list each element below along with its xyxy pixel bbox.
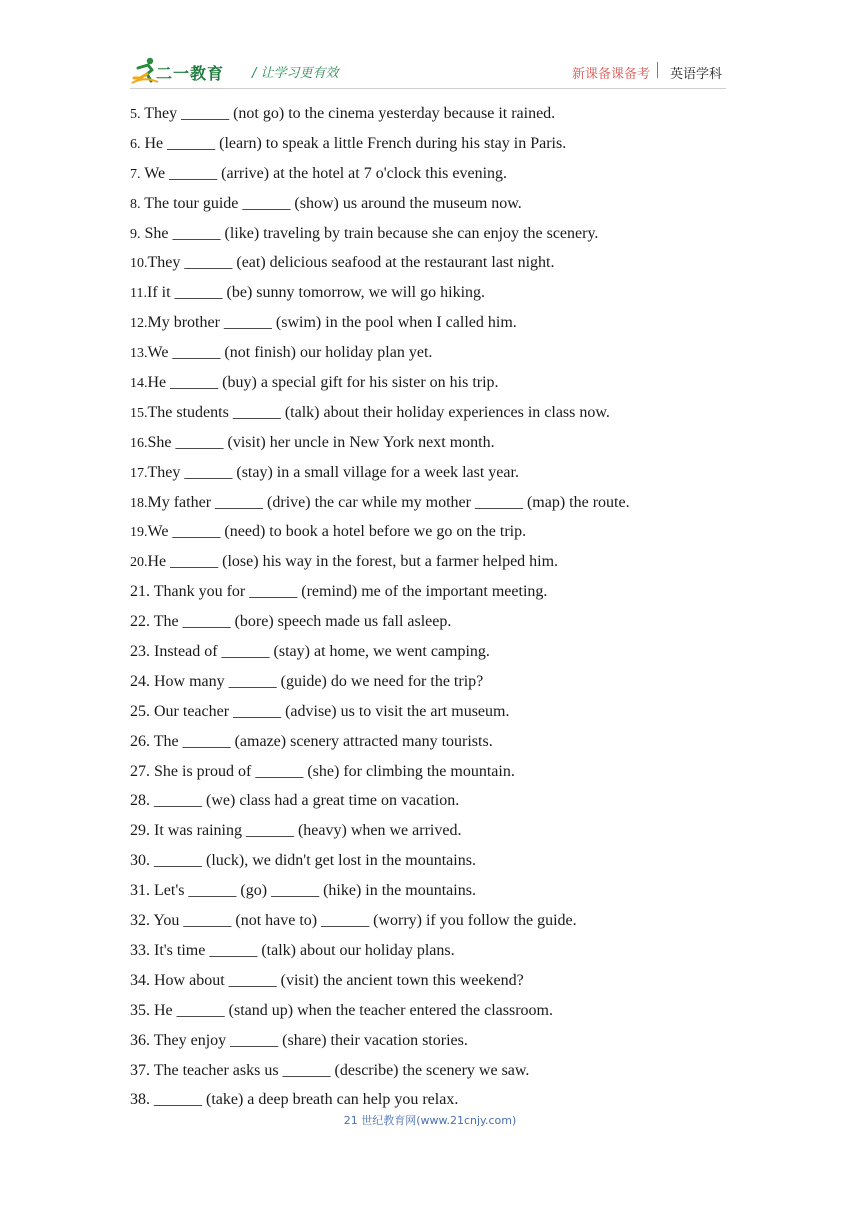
question-text: They enjoy ______ (share) their vacation stories. <box>150 1031 468 1049</box>
question-item <box>130 222 730 252</box>
question-text: We ______ (arrive) at the hotel at 7 o'clock this evening. <box>140 164 508 182</box>
question-text: Thank you for ______ (remind) me of the important meeting. <box>150 583 548 601</box>
question-list <box>130 102 730 1118</box>
question-item <box>130 819 730 849</box>
question-item <box>130 580 730 610</box>
question-text: ______ (luck), we didn't get lost in the mountains. <box>150 852 476 870</box>
slogan: / 让学习更有效 <box>252 66 339 81</box>
question-item <box>130 341 730 371</box>
question-number: 22. <box>130 613 150 631</box>
question-number: 9. <box>130 226 141 242</box>
question-number: 18. <box>130 495 148 511</box>
question-item <box>130 461 730 491</box>
subject-label: 英语学科 <box>669 67 722 82</box>
question-item <box>130 999 730 1029</box>
question-number: 27. <box>130 762 150 780</box>
question-item <box>130 1059 730 1089</box>
question-number: 24. <box>130 672 150 690</box>
question-item <box>130 879 730 909</box>
question-item <box>130 1029 730 1059</box>
question-number: 8. <box>130 196 141 212</box>
question-item <box>130 162 730 192</box>
question-text: It was raining ______ (heavy) when we arrived. <box>150 822 462 840</box>
question-number: 32. <box>130 912 150 930</box>
question-text: He ______ (stand up) when the teacher entered the classroom. <box>150 1001 553 1019</box>
question-text: They ______ (eat) delicious seafood at the restaurant last night. <box>147 254 555 272</box>
question-text: We ______ (need) to book a hotel before we go on the trip. <box>147 523 527 541</box>
question-item <box>130 520 730 550</box>
question-text: She is proud of ______ (she) for climbing the mountain. <box>150 762 515 780</box>
question-number: 31. <box>130 882 150 900</box>
logo-text: 二一教育 <box>156 64 225 83</box>
question-item <box>130 969 730 999</box>
question-item <box>130 789 730 819</box>
question-item <box>130 132 730 162</box>
page-footer: 21 世纪教育网(www.21cnjy.com) <box>343 1114 517 1127</box>
question-text: The ______ (amaze) scenery attracted many tourists. <box>150 732 493 750</box>
question-number: 25. <box>130 702 150 720</box>
header-rule <box>130 88 726 89</box>
question-number: 14. <box>130 376 148 392</box>
question-item <box>130 401 730 431</box>
question-number: 23. <box>130 643 150 661</box>
question-number: 15. <box>130 405 148 421</box>
course-label: 新课备课备考 <box>571 67 650 82</box>
question-text: My father ______ (drive) the car while my mother ______ (map) the route. <box>147 493 630 511</box>
question-number: 6. <box>130 136 141 152</box>
question-item <box>130 281 730 311</box>
question-item <box>130 939 730 969</box>
question-text: Our teacher ______ (advise) us to visit the art museum. <box>150 702 510 720</box>
question-number: 37. <box>130 1061 150 1079</box>
question-text: We ______ (not finish) our holiday plan yet. <box>147 344 433 362</box>
header-divider <box>657 62 658 78</box>
question-number: 13. <box>130 346 148 362</box>
question-number: 33. <box>130 941 150 959</box>
question-text: How about ______ (visit) the ancient town this weekend? <box>150 971 524 989</box>
question-number: 21. <box>130 583 150 601</box>
question-text: The teacher asks us ______ (describe) the scenery we saw. <box>150 1061 530 1079</box>
question-number: 35. <box>130 1001 150 1019</box>
question-number: 34. <box>130 971 150 989</box>
question-text: He ______ (lose) his way in the forest, but a farmer helped him. <box>147 553 559 571</box>
question-number: 26. <box>130 732 150 750</box>
question-number: 20. <box>130 555 148 571</box>
question-item <box>130 491 730 521</box>
question-number: 38. <box>130 1091 150 1109</box>
question-text: Let's ______ (go) ______ (hike) in the mountains. <box>150 882 476 900</box>
question-text: She ______ (like) traveling by train because she can enjoy the scenery. <box>140 224 599 242</box>
question-item <box>130 371 730 401</box>
question-text: The ______ (bore) speech made us fall asleep. <box>150 613 452 631</box>
question-text: She ______ (visit) her uncle in New York next month. <box>147 433 495 451</box>
question-number: 29. <box>130 822 150 840</box>
question-text: ______ (we) class had a great time on vacation. <box>150 792 460 810</box>
question-number: 5. <box>130 107 141 122</box>
question-text: If it ______ (be) sunny tomorrow, we will go hiking. <box>146 284 486 302</box>
question-item <box>130 431 730 461</box>
question-text: They ______ (stay) in a small village for a week last year. <box>147 463 519 481</box>
question-item <box>130 102 730 132</box>
question-text: Instead of ______ (stay) at home, we went camping. <box>150 643 490 661</box>
question-text: He ______ (learn) to speak a little French during his stay in Paris. <box>140 134 567 152</box>
question-item <box>130 640 730 670</box>
page-header <box>130 56 726 90</box>
question-item <box>130 670 730 700</box>
question-item <box>130 909 730 939</box>
question-text: The tour guide ______ (show) us around the museum now. <box>140 194 522 212</box>
question-text: ______ (take) a deep breath can help you relax. <box>150 1091 459 1109</box>
question-text: It's time ______ (talk) about our holiday plans. <box>150 941 455 959</box>
question-text: You ______ (not have to) ______ (worry) if you follow the guide. <box>150 912 577 930</box>
question-item <box>130 311 730 341</box>
question-item <box>130 730 730 760</box>
question-item <box>130 760 730 790</box>
question-item <box>130 849 730 879</box>
question-item <box>130 700 730 730</box>
question-text: The students ______ (talk) about their holiday experiences in class now. <box>147 403 610 421</box>
question-number: 30. <box>130 852 150 870</box>
question-text: My brother ______ (swim) in the pool when I called him. <box>147 314 517 332</box>
question-number: 10. <box>130 256 148 272</box>
question-text: They ______ (not go) to the cinema yesterday because it rained. <box>140 105 556 122</box>
question-number: 28. <box>130 792 150 810</box>
question-item <box>130 610 730 640</box>
question-number: 12. <box>130 316 148 332</box>
question-number: 16. <box>130 435 148 451</box>
question-number: 11. <box>130 286 147 302</box>
question-item <box>130 251 730 281</box>
question-number: 17. <box>130 465 148 481</box>
question-number: 7. <box>130 166 141 182</box>
logo <box>130 56 242 88</box>
question-item <box>130 192 730 222</box>
question-text: How many ______ (guide) do we need for the trip? <box>150 672 484 690</box>
question-text: He ______ (buy) a special gift for his sister on his trip. <box>147 374 499 392</box>
question-number: 36. <box>130 1031 150 1049</box>
question-number: 19. <box>130 525 148 541</box>
question-item <box>130 550 730 580</box>
